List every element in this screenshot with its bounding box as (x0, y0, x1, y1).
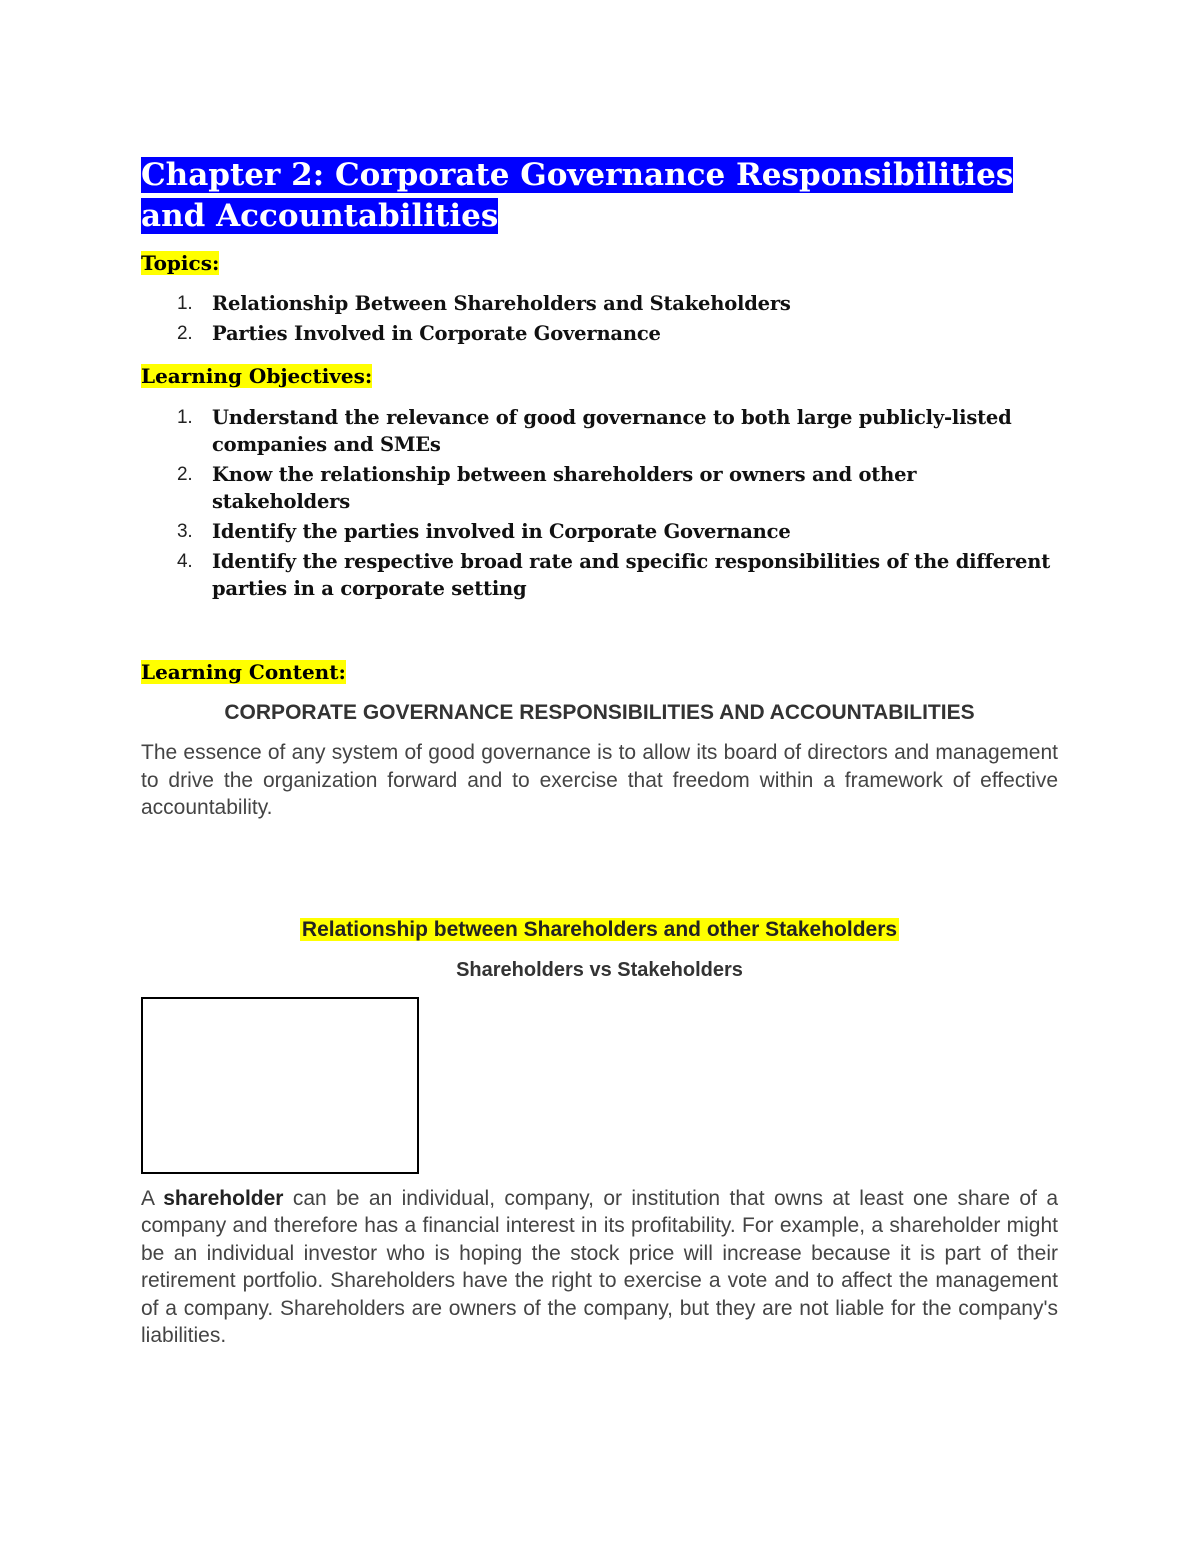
objective-text: Know the relationship between shareholders or owners and other stakeholders (212, 463, 917, 513)
topics-label-text: Topics: (141, 251, 220, 275)
learning-objectives-label-text: Learning Objectives: (141, 364, 373, 388)
page-content (141, 155, 1058, 1350)
topic-number: 1. (177, 293, 193, 314)
objective-text: Identify the parties involved in Corporate Governance (212, 520, 791, 543)
topic-text: Parties Involved in Corporate Governance (212, 322, 661, 345)
image-placeholder-box (141, 997, 419, 1174)
objective-number: 2. (177, 464, 193, 485)
relationship-heading-text: Relationship between Shareholders and other Stakeholders (301, 917, 898, 941)
content-heading: CORPORATE GOVERNANCE RESPONSIBILITIES AND ACCOUNTABILITIES (224, 701, 975, 724)
objective-item (141, 548, 1058, 602)
objective-text: Identify the respective broad rate and specific responsibilities of the different parties in a corporate setting (212, 550, 1051, 600)
objective-number: 4. (177, 551, 193, 572)
relationship-heading (141, 916, 1058, 944)
comparison-heading: Shareholders vs Stakeholders (456, 958, 743, 981)
shareholder-term: shareholder (163, 1186, 284, 1210)
objective-number: 3. (177, 521, 193, 542)
topic-item (141, 320, 1058, 347)
chapter-title (141, 155, 1058, 237)
learning-objectives-label (141, 363, 1058, 389)
objective-number: 1. (177, 407, 193, 428)
shareholder-paragraph-body: can be an individual, company, or institution that owns at least one share of a company and therefore has a financial interest in its profitability. For example, a shareholder might be an individual investor who is hoping the stock price will increase because it is part of their retirement portfolio. Shareholders have the right to exercise a vote and to affect the management of a company. Shareholders are owners of the company, but they are not liable for the company's liabilities. (141, 1186, 1058, 1347)
objective-item (141, 461, 1058, 515)
objectives-list (141, 404, 1058, 602)
topics-label (141, 250, 1058, 276)
topic-item (141, 290, 1058, 317)
objective-item (141, 404, 1058, 458)
learning-content-label (141, 659, 1058, 685)
topics-list (141, 290, 1058, 347)
topic-text: Relationship Between Shareholders and Stakeholders (212, 292, 791, 315)
shareholder-paragraph-lead: A (141, 1186, 164, 1210)
shareholder-paragraph (141, 1185, 1058, 1350)
objective-text: Understand the relevance of good governance to both large publicly-listed companies and SMEs (212, 406, 1012, 456)
chapter-title-text: Chapter 2: Corporate Governance Responsibilities and Accountabilities (141, 157, 1014, 234)
learning-content-label-text: Learning Content: (141, 660, 346, 684)
topic-number: 2. (177, 323, 193, 344)
intro-paragraph: The essence of any system of good governance is to allow its board of directors and management to drive the organization forward and to exercise that freedom within a framework of effective accountability. (141, 741, 1058, 819)
objective-item (141, 518, 1058, 545)
